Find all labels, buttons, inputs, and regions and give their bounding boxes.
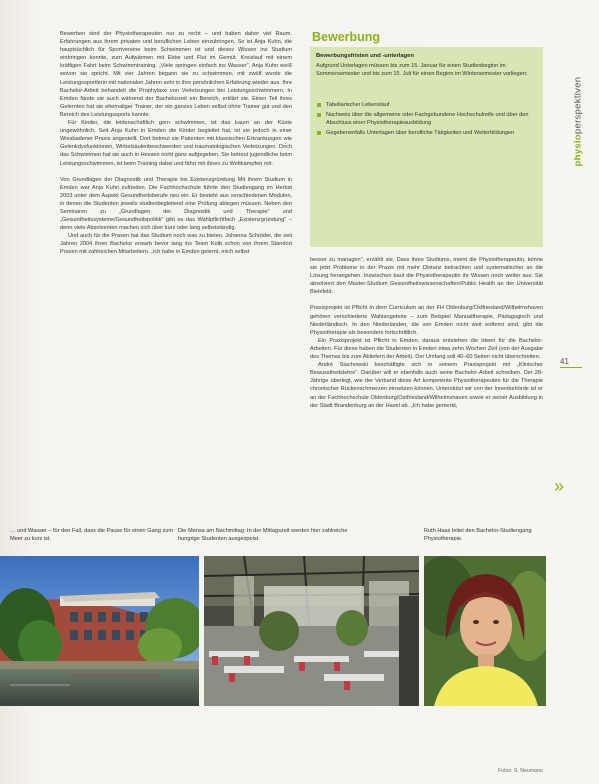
box-intro: Aufgrund Unterlagen müssen bis zum 15. Januar für einen Studienbeginn im Sommersemester und bis zum 15. Juli für einen Beginn im Wintersemester vorliegen: — [316, 63, 528, 78]
portrait-photo — [424, 556, 546, 706]
list-item-text: Gegebenenfalls Unterlagen über berufliche Tätigkeiten und Weiterbildungen — [326, 130, 515, 137]
paragraph: Von Grundlagen der Diagnostik und Therapie bis Existenzgründung Mit ihrem Studium in Emden war Anja Kuhn zufrieden. Die Fachhochschule führte den Studiengang im Herbst 2003 unter dem Aspekt Gesundheitsberufe neu ein. Er besteht aus verschiedenen Modulen, in denen die Studenten jeweils studienbegleitend eine Prüfung ablegen müssen. Neben den Seminaren zu „Grundlagen der Diagnostik und Therapie" und „Gesundheitssysteme/Gesundheitspolitik" gibt es das Wahlpflichtfach „Existenzgründung" – denn viele Absolventen machen sich über kurz oder lang selbstständig. — [60, 176, 292, 232]
page-number: 41 — [560, 357, 569, 366]
paragraph: Bewerben sind der Physiotherapeuten nur zu recht – und haben daher viel Raum. Erfahrungen aus ihrem privaten und beruflichen Leben einzubringen. So ist Anja Kuhn, die hauptsächlich für Sportvereine beim Schwimmen ist und dieses Wissen ins Studium einbringen konnte, zum Aufwärmen mit Ebbe und Flut im Gemüt. Kreislauf mit einem kräftigen Fahrt beim Schwimmtraining. „Viele springen einfach ins Wasser", Anja Kuhn weiß wovon sie spricht. Mit vier Jahren begann sie zu schwimmen, mit zwölf wurde die Leistungssportlerin mit nationalen Jahren sehr in ihre persönlichen Erfahrung wieder aus. Ihre Bachelor-Arbeit behandelt die Prophylaxe von Verletzungen bei Leistungsschwimmern. In Emden fände sie auch während der Bachelorzeit ein Bereich, erklärt sie. Einen Teil ihres Gelernten hat sie ehemaliger Trainer, der ein ganzes Leben selbst ohne Trainer gut und den Bereich des Leistungssports kannte. — [60, 31, 292, 118]
bullet-icon — [317, 131, 321, 135]
caption-photo-3: Ruth Haas leitet den Bachelor-Studiengang Physiotherapie. — [424, 528, 532, 542]
mensa-photo — [204, 556, 419, 706]
list-item-text: Nachweis über die allgemeine oder Fachgebundene Hochschulreife und über den Abschluss einer Physiotherapieausbildung — [326, 112, 529, 127]
requirements-list — [316, 101, 534, 139]
continue-chevron-icon: » — [554, 476, 565, 496]
paragraph: André Stachowski beschäftigte sich in seinem Praxisprojekt mit „Klinischer Bewusstheitslehre". Darüber will er ebenfalls auch seine Bachelor-Arbeit schreiben. Der 28-Jährige überlegt, wie der Verband diese Art kompetente Physiotherapeuten für die Therapie chronischer Rückenschmerzen einsetzen können. Unterstützt wir von der Innenbehörde ist er an der Fachhochschule Oldenburg/Ostfriesland/Wilhelmshaven sowie er seiner Ausbildung in der Stadt Brandenburg an der Havel ab. „Ich habe gemerkt, — [310, 362, 543, 409]
box-title: Bewerbung — [312, 30, 381, 44]
paragraph: Ein Praxisprojekt ist Pflicht in Emden, daraus entstehen die Ideen für die Bachelor-Arbeiten. Für diese haben die Studenten in Emden etwa zehn Wochen Zeit (von der Ausgabe des Themas bis zum Abliefern der Arbeit). Der Umfang soll 40–60 Seiten nicht überschreiten. — [310, 337, 543, 361]
paragraph: Und auch für die Praxen hat das Studium noch was zu bieten. Johanna Schröder, die seit Jahren 2004 ihren Bachelor erwarb bevor lang ins Team Kolb schon von ihrem Standort Praxen mit zahlreichen Mitarbeitern. „Ich habe in Emden gelernt, mich selbst — [60, 233, 292, 256]
paragraph: besser zu managen", erzählt sie. Dass ihres Studiums, meint die Physiotherapeutin, könne sie jetzt Probleme in der Praxis mit mehr Distanz betrachten und systematischer an die Lösung herangehen. Inzwischen baut die Physiotherapeutin ihr Wissen noch weiter aus: Sie absolviert den Master-Studium Gesundheitswissenschaften/Public Health an der Universität Bielefeld. — [310, 257, 543, 296]
section-tab-part2: perspektiven — [572, 76, 584, 135]
paragraph: Für Kinder, die leidenschaftlich gern schwimmen, ist das kaum an der Küste ungewöhnlich. Seit Anja Kuhn in Emden die Kinder begleitet hat, ist sie jedoch in einer Wiesbadener Praxis angestellt. Dort betreut sie Patienten mit klassischen Erkrankungen wie Gelenkdysfunktionen, Wirbelsäulenbeschwerden und traumatologischen Verletzungen. Doch das Schwimmen hat sie auch in Hessen nicht ganz aufgegeben. Sie betreut jugendliche beim Leistungsschwimmen, ist beim Training dabei und fährt mit ihnen zu Wettkämpfen mit. — [60, 120, 292, 167]
box-heading: Bewerbungsfristen und -unterlagen — [316, 53, 414, 59]
list-item — [316, 111, 534, 127]
photo-credit: Fotos: S. Neumann — [498, 768, 543, 774]
paragraph: Praxisprojekt ist Pflicht In dem Curriculum an der FH Oldenburg/Ostfriesland/Wilhelmshaven gehören verschiedene Wahlangebote – zum Beispiel Manualtherapie, Pädagogisch und Niederländisch. In den Niederlanden, die von Emden nicht weit entfernt sind, gibt die Physiotherapie als besonders fortschrittlich. — [310, 305, 543, 336]
list-item — [316, 101, 534, 109]
caption-photo-2: Die Mensa am Nachmittag: In der Mittagszeit werden hier zahlreiche hungrige Studenten ausgespeist. — [178, 528, 348, 542]
section-tab — [571, 68, 585, 168]
caption-photo-1: … und Wasser – für den Fall, dass die Pause für einen Gang zum Meer zu kurz ist. — [10, 528, 174, 542]
box-body — [310, 47, 543, 247]
article-column-right — [310, 256, 543, 496]
application-info-box — [310, 30, 543, 250]
article-column-left — [60, 30, 292, 530]
bullet-icon — [317, 113, 321, 117]
page-number-rule — [560, 367, 582, 368]
campus-building-photo — [0, 556, 199, 706]
list-item-text: Tabellarischer Lebenslauf — [326, 102, 390, 108]
list-item — [316, 129, 534, 137]
section-tab-part1: physio — [572, 134, 584, 167]
bullet-icon — [317, 103, 321, 107]
